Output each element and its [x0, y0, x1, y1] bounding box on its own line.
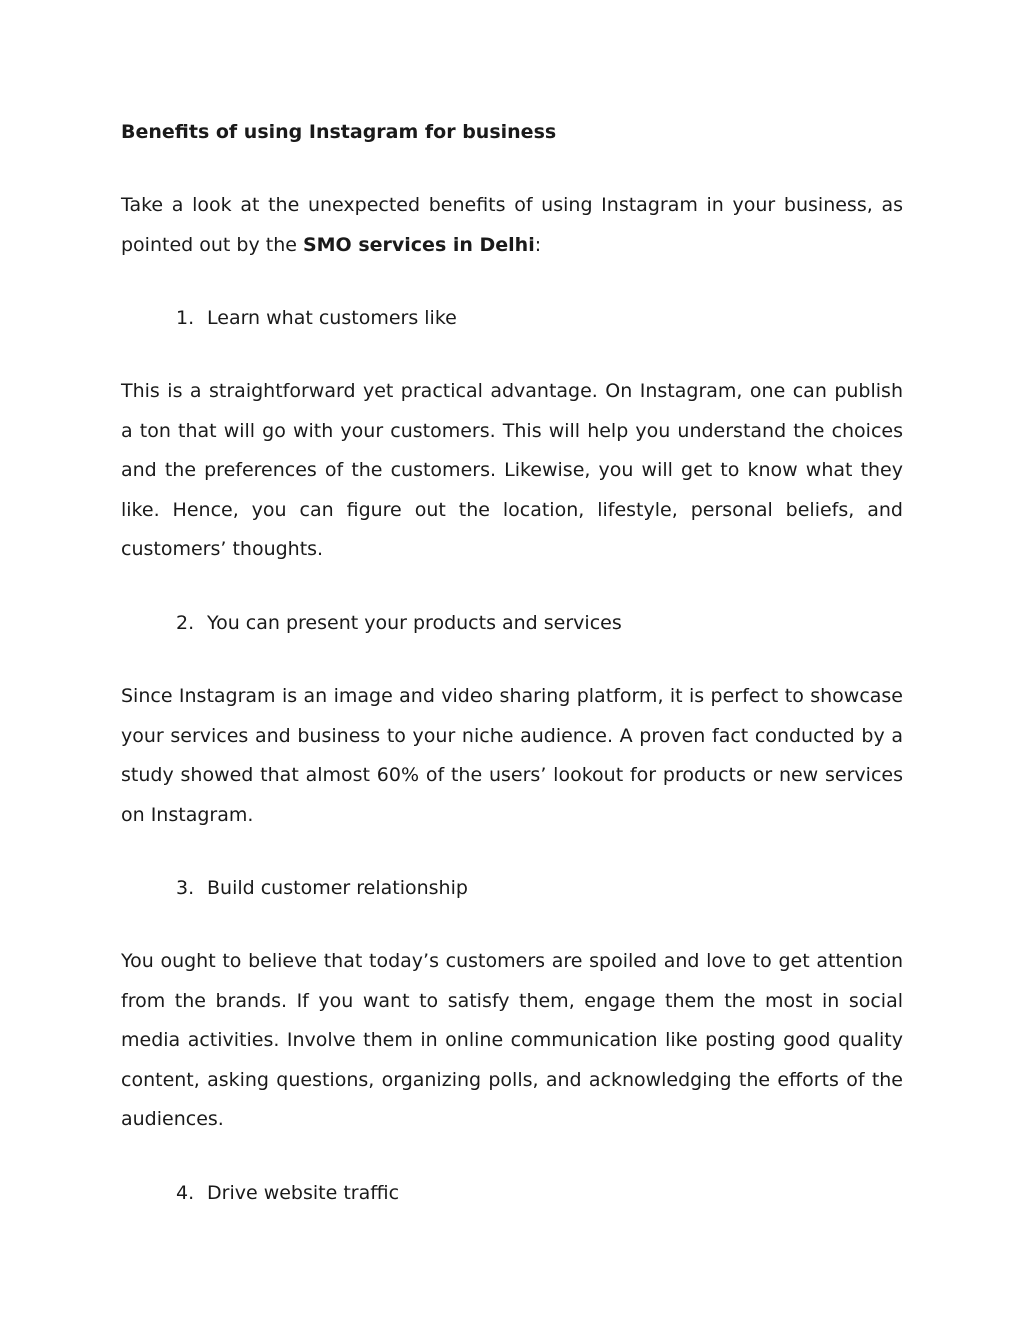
- list-item-2: [176, 604, 622, 644]
- list-item-heading: You can present your products and services: [207, 612, 622, 634]
- intro-paragraph: [121, 186, 903, 265]
- list-item-heading: Learn what customers like: [207, 307, 457, 329]
- section-1-paragraph: This is a straightforward yet practical advantage. On Instagram, one can publish a ton that will go with your customers. This will help you understand the choices and the preferences of the customers. Likewise, you will get to know what they like. Hence, you can figure out the location, lifestyle, personal beliefs, and customers’ thoughts.: [121, 380, 903, 561]
- list-item-1: [176, 299, 457, 339]
- intro-bold-link-text: SMO services in Delhi: [302, 233, 535, 256]
- section-3-paragraph: You ought to believe that today’s customers are spoiled and love to get attention from the brands. If you want to satisfy them, engage them the most in social media activities. Involve them in online communication like posting good quality content, asking questions, organizing polls, and acknowledging the efforts of the audiences.: [121, 950, 903, 1131]
- list-item-3: [176, 869, 468, 909]
- list-item-number: 3.: [176, 877, 195, 899]
- section-2-paragraph: Since Instagram is an image and video sharing platform, it is perfect to showcase your services and business to your niche audience. A proven fact conducted by a study showed that almost 60% of the users’ lookout for products or new services on Instagram.: [121, 685, 903, 826]
- list-item-number: 2.: [176, 612, 195, 634]
- list-item-heading: Drive website traffic: [207, 1182, 400, 1204]
- list-item-heading: Build customer relationship: [207, 877, 468, 899]
- intro-text: Take a look at the unexpected benefits of using Instagram in your business, as pointed out by the: [121, 194, 903, 256]
- list-item-number: 1.: [176, 307, 195, 329]
- intro-colon: :: [534, 233, 542, 256]
- list-item-4: [176, 1174, 399, 1214]
- document-title: Benefits of using Instagram for business: [121, 121, 557, 143]
- list-item-number: 4.: [176, 1182, 195, 1204]
